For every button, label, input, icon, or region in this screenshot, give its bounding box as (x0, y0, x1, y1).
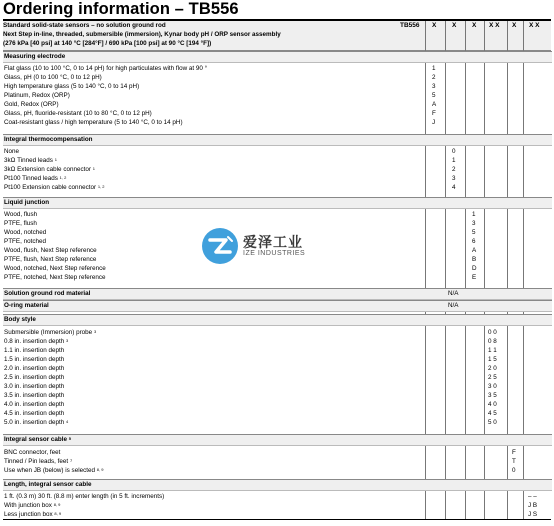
option-code: N/A (448, 290, 459, 297)
list-item: Glass, pH (0 to 100 °C, 0 to 12 pH) (4, 74, 102, 81)
option-code: 1 (452, 157, 456, 164)
list-item: PTFE, flush (4, 220, 37, 227)
option-code: 0 0 (488, 329, 497, 336)
list-item: Glass, pH, fluoride-resistant (10 to 80 °C, 0 to 12 pH) (4, 110, 152, 117)
option-code: F (512, 449, 516, 456)
logo-subtext: IZE INDUSTRIES (243, 250, 306, 257)
list-item: PTFE, flush, Next Step reference (4, 256, 97, 263)
list-item: Wood, flush, Next Step reference (4, 247, 97, 254)
option-code: A (472, 247, 477, 254)
list-item: Wood, notched, Next Step reference (4, 265, 106, 272)
list-item: 3.5 in. insertion depth (4, 392, 65, 399)
code-header-3: X (472, 22, 477, 29)
option-code: J S (528, 511, 538, 518)
option-code: 3 5 (488, 392, 497, 399)
list-item: With junction box $^{8, 9}$ (4, 502, 61, 509)
list-item: 3.0 in. insertion depth (4, 383, 65, 390)
option-code: 3 (432, 83, 436, 90)
list-item: Wood, flush (4, 211, 38, 218)
option-code: 0 (512, 467, 516, 474)
option-code: D (472, 265, 477, 272)
list-item: 1 ft. (0.3 m) 30 ft. (8.8 m) enter length (in 5 ft. increments) (4, 493, 165, 500)
option-code: 1 5 (488, 356, 497, 363)
list-item: 2.5 in. insertion depth (4, 374, 65, 381)
list-item: Platinum, Redox (ORP) (4, 92, 70, 99)
ize-logo-icon (200, 226, 240, 266)
option-code: T (512, 458, 516, 465)
list-item: 1.5 in. insertion depth (4, 356, 65, 363)
option-code: 2 5 (488, 374, 497, 381)
model-code: TB556 (400, 22, 420, 29)
option-code: 4 (452, 184, 456, 191)
list-item: 3kΩ Tinned leads $^1$ (4, 157, 57, 164)
option-code: 4 0 (488, 401, 497, 408)
list-item: Tinned / Pin leads, feet $^7$ (4, 458, 73, 465)
list-item: 4.0 in. insertion depth (4, 401, 65, 408)
header-line-3: (276 kPa [40 psi] at 140 °C [284°F] / 690 kPa [100 psi] at 90 °C [194 °F]) (3, 40, 212, 47)
option-code: 3 (452, 175, 456, 182)
option-code: J (432, 119, 436, 126)
list-item: 3kΩ Extension cable connector $^1$ (4, 166, 95, 173)
list-item: 5.0 in. insertion depth $^4$ (4, 419, 69, 426)
option-code: 6 (472, 238, 476, 245)
section-ground-rod: Solution ground rod material (3, 288, 552, 300)
option-code: 1 1 (488, 347, 497, 354)
list-item: Coat-resistant glass / high temperature (5 to 140 °C, 0 to 14 pH) (4, 119, 183, 126)
list-item: Submersible (Immersion) probe $^3$ (4, 329, 97, 336)
option-code: 2 (432, 74, 436, 81)
page-title: Ordering information – TB556 (3, 0, 239, 18)
list-item: Wood, notched (4, 229, 47, 236)
list-item: PTFE, notched, Next Step reference (4, 274, 106, 281)
header-block (3, 21, 551, 51)
option-code: 0 (452, 148, 456, 155)
code-header-5: X (512, 22, 517, 29)
option-code: E (472, 274, 477, 281)
list-item: None (4, 148, 20, 155)
section-cable-length: Length, integral sensor cable (3, 479, 552, 491)
code-header-4: X X (489, 22, 500, 29)
list-item: Pt100 Extension cable connector $^{1, 2}$ (4, 184, 105, 191)
list-item: Gold, Redox (ORP) (4, 101, 59, 108)
option-code: 1 (432, 65, 436, 72)
option-code: 1 (472, 211, 476, 218)
header-line-1: Standard solid-state sensors – no solution ground rod (3, 22, 166, 29)
code-header-1: X (432, 22, 437, 29)
list-item: Pt100 Tinned leads $^{1, 2}$ (4, 175, 67, 182)
option-code: 5 (472, 229, 476, 236)
option-code: 4 5 (488, 410, 497, 417)
logo-text: 爱泽工业 (243, 234, 303, 250)
section-o-ring: O-ring material (3, 300, 552, 312)
list-item: Less junction box $^{8, 9}$ (4, 511, 62, 518)
list-item: Flat glass (10 to 100 °C, 0 to 14 pH) for high particulates with flow at 90 ° (4, 65, 208, 72)
option-code: 0 8 (488, 338, 497, 345)
option-code: 5 (432, 92, 436, 99)
list-item: 0.8 in. insertion depth $^3$ (4, 338, 69, 345)
section-liquid-junction: Liquid junction (3, 197, 552, 209)
code-header-6: X X (529, 22, 540, 29)
list-item: High temperature glass (5 to 140 °C, 0 to 14 pH) (4, 83, 140, 90)
section-measuring-electrode: Measuring electrode (3, 51, 552, 63)
code-header-2: X (452, 22, 457, 29)
section-body-style: Body style (3, 314, 552, 326)
option-code: 2 (452, 166, 456, 173)
option-code: 3 0 (488, 383, 497, 390)
option-code: – – (528, 493, 537, 500)
option-code: N/A (448, 302, 459, 309)
bottom-rule (3, 519, 551, 520)
list-item: 4.5 in. insertion depth (4, 410, 65, 417)
option-code: J B (528, 502, 538, 509)
option-code: B (472, 256, 477, 263)
option-code: 3 (472, 220, 476, 227)
list-item: BNC connector, feet (4, 449, 61, 456)
list-item: Use when JB (below) is selected $^{8, 9}$ (4, 467, 104, 474)
list-item: PTFE, notched (4, 238, 46, 245)
option-code: 5 0 (488, 419, 497, 426)
section-thermocompensation: Integral thermocompensation (3, 134, 552, 146)
option-code: A (432, 101, 437, 108)
option-code: 2 0 (488, 365, 497, 372)
option-code: F (432, 110, 436, 117)
header-line-2: Next Step in-line, threaded, submersible (immersion), Kynar body pH / ORP sensor assembly (3, 31, 281, 38)
section-sensor-cable: Integral sensor cable $^5$ (3, 434, 552, 446)
list-item: 1.1 in. insertion depth (4, 347, 65, 354)
list-item: 2.0 in. insertion depth (4, 365, 65, 372)
